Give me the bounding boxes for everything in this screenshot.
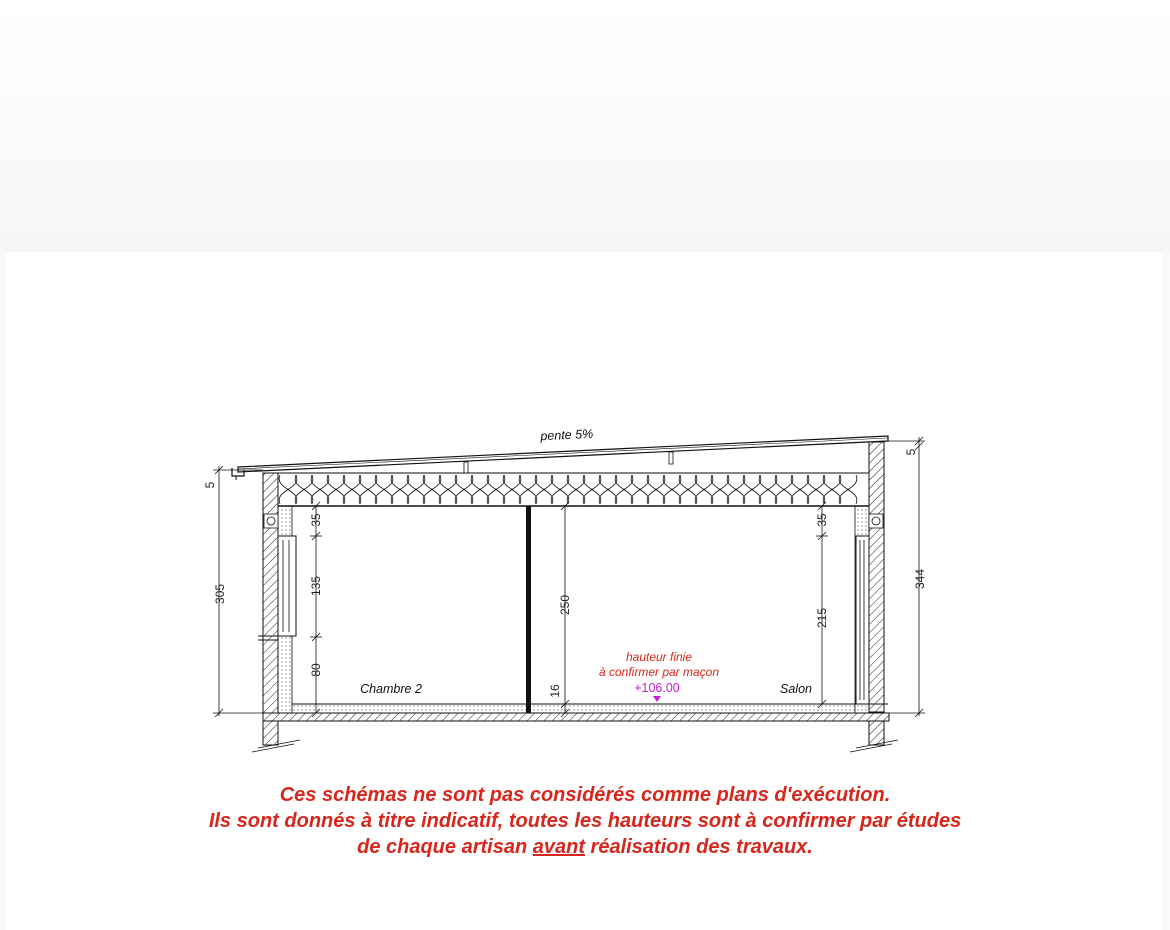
dim-right-seg-top: 35 — [815, 513, 829, 527]
dim-right-top: 5 — [904, 448, 918, 456]
disclaimer-underlined-word: avant — [532, 836, 585, 858]
slope-label: pente 5% — [540, 426, 594, 444]
disclaimer — [0, 782, 1170, 860]
dim-left-seg-top: 35 — [309, 513, 323, 527]
room-left-label: Chambre 2 — [360, 682, 422, 696]
insulation — [278, 473, 869, 506]
dim-right-total: 344 — [913, 568, 927, 590]
level-label: +106.00 — [634, 681, 680, 695]
left-window — [278, 536, 296, 636]
dim-left-top: 5 — [203, 481, 217, 489]
dim-right-seg-mid: 215 — [815, 607, 829, 629]
disclaimer-line-3-end: réalisation des travaux. — [584, 836, 813, 858]
dim-center-height: 250 — [558, 594, 572, 616]
partition-wall — [526, 506, 531, 713]
note-line-2: à confirmer par maçon — [598, 665, 720, 679]
note-line-1: hauteur finie — [625, 650, 693, 664]
disclaimer-line-3-start: de chaque artisan — [357, 836, 533, 858]
dim-left-seg-bot: 80 — [309, 663, 323, 677]
dim-left-total: 305 — [213, 583, 227, 605]
disclaimer-line-1: Ces schémas ne sont pas considérés comme plans d'exécution. — [279, 784, 891, 806]
dim-left-seg-mid: 135 — [309, 575, 323, 597]
floor-slab — [263, 704, 889, 721]
disclaimer-line-2: Ils sont donnés à titre indicatif, toutes les hauteurs sont à confirmer par études — [208, 810, 962, 832]
room-right-label: Salon — [780, 682, 812, 696]
dim-center-floor: 16 — [548, 684, 562, 698]
right-window — [856, 536, 869, 704]
level-marker-icon — [653, 696, 661, 702]
disclaimer-line-3 — [0, 834, 1170, 860]
